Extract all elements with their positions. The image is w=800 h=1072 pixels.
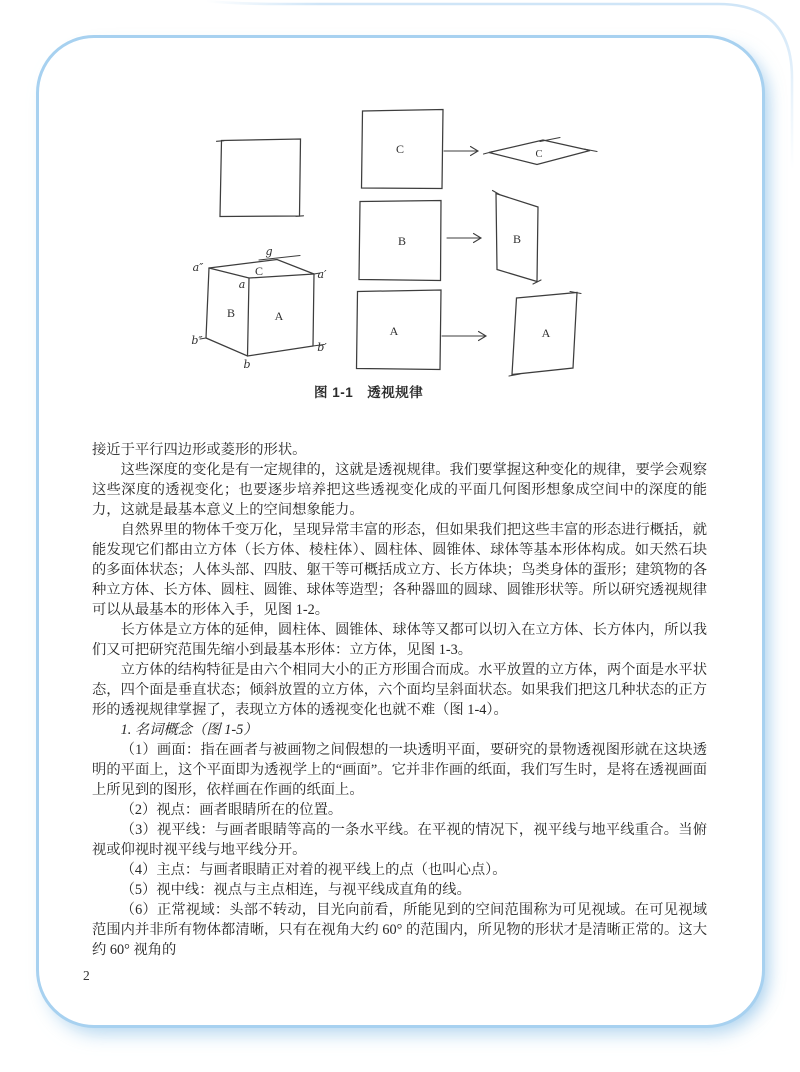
projection-B-label: B (512, 232, 522, 246)
arrow-icon (442, 332, 486, 341)
page-number: 2 (83, 968, 90, 983)
figure-caption: 图 1-1 透视规律 (314, 385, 424, 400)
figure-1-1 (0, 0, 800, 420)
body-paragraph: （6）正常视域：头部不转动，目光向前看，所能见到的空间范围称为可见视域。在可见视域范围内并非所有物体都清晰，只有在视角大约 60° 的范围内，所见物的形状才是清晰正常的。这大约 60° 视角的 (92, 902, 707, 958)
arrow-icon (447, 234, 481, 243)
flat-square-C (362, 110, 444, 189)
projection-B (493, 191, 542, 285)
plane-square (217, 139, 304, 217)
arrow-icon (444, 147, 478, 156)
section-heading: 1. 名词概念（图 1-5） (120, 722, 258, 738)
cube-label-C: C (254, 264, 264, 278)
cube-label-a2: a″ (192, 261, 204, 274)
body-paragraph: 立方体的结构特征是由六个相同大小的正方形围合而成。水平放置的立方体，两个面是水平状态，四个面是垂直状态；倾斜放置的立方体，六个面均呈斜面状态。如果我们把这几种状态的正方形的透视规律掌握了，表现立方体的透视变化也就不难（图 1-4）。 (92, 662, 707, 718)
body-paragraph: （5）视中线：视点与主点相连，与视平线成直角的线。 (120, 882, 471, 898)
projection-A (509, 292, 581, 377)
body-paragraph: 长方体是立方体的延伸，圆柱体、圆锥体、球体等又都可以切入在立方体、长方体内，所以我们又可把研究范围先缩小到最基本形体：立方体，见图 1-3。 (92, 622, 707, 658)
body-paragraph: （3）视平线：与画者眼睛等高的一条水平线。在平视的情况下，视平线与地平线重合。当俯视或仰视时视平线与地平线分开。 (92, 822, 707, 858)
flat-square-C-label: C (395, 142, 405, 156)
projection-C-label: C (535, 149, 543, 160)
body-paragraph: 接近于平行四边形或菱形的形状。 (92, 442, 307, 458)
flat-square-A-label: A (389, 324, 399, 338)
cube-label-b2: b″ (191, 334, 203, 347)
cube-label-A: A (274, 309, 284, 323)
body-paragraph: 这些深度的变化是有一定规律的，这就是透视规律。我们要掌握这种变化的规律，要学会观察这些深度的透视变化；也要逐步培养把这些透视变化成的平面几何图形想象成空间中的深度的能力，这就是最基本意义上的空间想象能力。 (92, 462, 707, 518)
cube-label-b1: b′ (317, 341, 327, 354)
body-text (92, 440, 707, 960)
body-paragraph: （2）视点：画者眼睛所在的位置。 (120, 802, 343, 818)
body-paragraph: 自然界里的物体千变万化，呈现异常丰富的形态，但如果我们把这些丰富的形态进行概括，就能发现它们都由立方体（长方体、棱柱体）、圆柱体、圆锥体、球体等基本形体构成。如天然石块的多面体状态；人体头部、四肢、躯干等可概括成立方、长方体块；鸟类身体的蛋形；建筑物的各种立方体、长方体、圆柱、圆锥、球体等造型；各种器皿的圆球、圆锥形状等。所以研究透视规律可以从最基本的形体入手，见图 1-2。 (92, 522, 707, 618)
body-paragraph: （1）画面：指在画者与被画物之间假想的一块透明平面，要研究的景物透视图形就在这块透明的平面上，这个平面即为透视学上的“画面”。它并非作画的纸面，我们写生时，是将在透视画面上所见到的图形，依样画在作画的纸面上。 (92, 742, 707, 798)
flat-square-A (357, 290, 442, 370)
body-paragraph: （4）主点：与画者眼睛正对着的视平线上的点（也叫心点）。 (120, 862, 507, 878)
cube-label-b: b (243, 358, 251, 371)
cube-label-B: B (226, 306, 236, 320)
projection-C (484, 138, 598, 165)
projection-A-label: A (541, 326, 551, 340)
cube-label-g: g (265, 245, 273, 258)
cube-label-a: a (238, 278, 246, 291)
cube-label-a1: a′ (317, 268, 327, 281)
flat-square-B (359, 201, 441, 281)
cube-drawing (191, 245, 327, 371)
flat-square-B-label: B (397, 234, 407, 248)
